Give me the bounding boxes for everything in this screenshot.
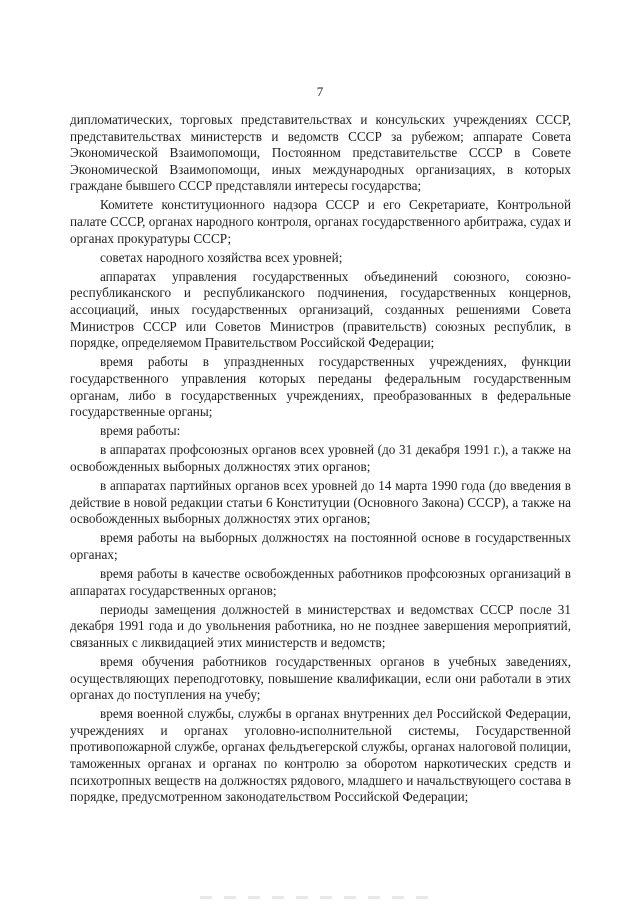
paragraph-5: время работы в упраздненных государственных учреждениях, функции государственного управления которых переданы федеральным государственным органам, либо в государственных учреждениях, преобразованных в федеральные государственные органы;	[70, 354, 571, 420]
page-number: 7	[316, 84, 324, 99]
paragraph-4: аппаратах управления государственных объединений союзного, союзно-республиканского и республиканского подчинения, государственных концернов, ассоциаций, иных государственных организаций, созданных решениями Совета Министров СССР или Советов Министров (правительств) союзных республик, в порядке, определяемом Правительством Российской Федерации;	[70, 268, 571, 351]
paragraph-3: советах народного хозяйства всех уровней;	[100, 249, 343, 265]
paragraph-6: время работы:	[100, 423, 181, 439]
paragraph-11: периоды замещения должностей в министерствах и ведомствах СССР после 31 декабря 1991 года и до увольнения работника, но не позднее завершения мероприятий, связанных с ликвидацией этих министерств и ведомств;	[70, 601, 571, 650]
paragraph-9: время работы на выборных должностях на постоянной основе в государственных органах;	[70, 530, 571, 562]
paragraph-10: время работы в качестве освобожденных работников профсоюзных организаций в аппаратах государственных органов;	[70, 565, 571, 598]
paragraph-2: Комитете конституционного надзора СССР и его Секретариате, Контрольной палате СССР, органах народного контроля, органах государственного арбитража, судах и органах прокуратуры СССР;	[70, 197, 571, 246]
paragraph-7: в аппаратах профсоюзных органов всех уровней (до 31 декабря 1991 г.), а также на освобожденных выборных должностях этих органов;	[70, 442, 571, 474]
footer-smudge	[200, 896, 440, 899]
paragraph-8: в аппаратах партийных органов всех уровней до 14 марта 1990 года (до введения в действие в новой редакции статьи 6 Конституции (Основного Закона) СССР), а также на освобожденных выборных должностях этих органов;	[70, 477, 571, 527]
paragraph-12: время обучения работников государственных органов в учебных заведениях, осуществляющих переподготовку, повышение квалификации, если они работали в этих органах до поступления на учебу;	[70, 653, 571, 703]
paragraph-13: время военной службы, службы в органах внутренних дел Российской Федерации, учреждениях и органах уголовно-исполнительной системы, Государственной противопожарной службе, органах фельдъегерской службы, органах налоговой полиции, таможенных органах и органах по контролю за оборотом наркотических средств и психотропных веществ на должностях рядового, младшего и начальствующего состава в порядке, предусмотренном законодательством Российской Федерации;	[70, 706, 571, 805]
document-body	[70, 112, 571, 808]
paragraph-1: дипломатических, торговых представительствах и консульских учреждениях СССР, представительствах министерств и ведомств СССР за рубежом; аппарате Совета Экономической Взаимопомощи, Постоянном представительстве СССР в Совете Экономической Взаимопомощи, иных международных организациях, в которых граждане бывшего СССР представляли интересы государства;	[70, 112, 571, 194]
